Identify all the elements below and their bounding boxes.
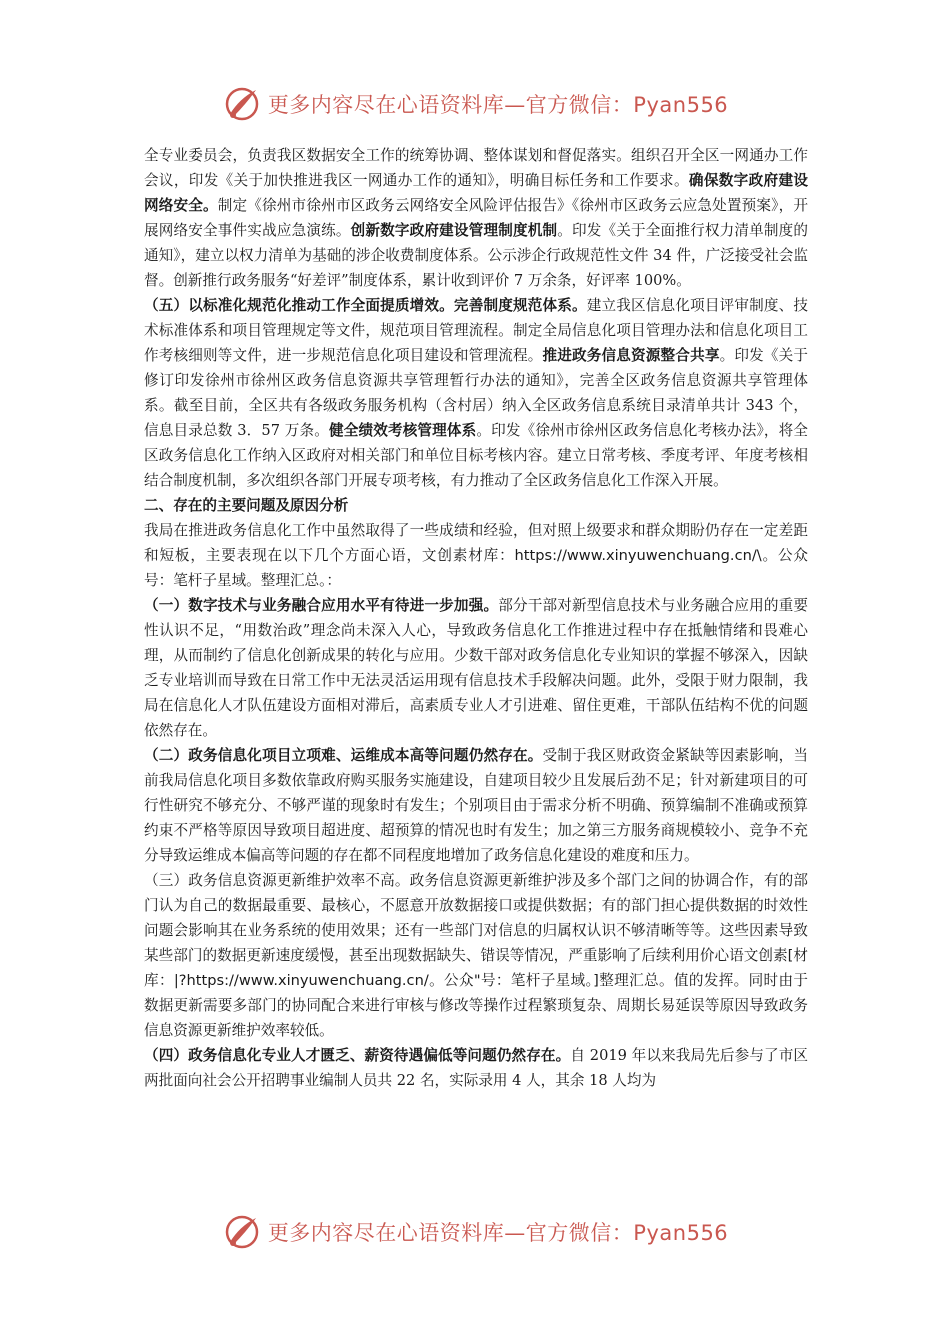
text-run: 自 2019 年以来我局先后参与了市区两批面向社会公开招聘事业编制人员共 22 名，实际录用 4 人，其余 18 人均为 bbox=[144, 1047, 808, 1089]
paragraph bbox=[144, 293, 808, 493]
section-heading: 二、存在的主要问题及原因分析 bbox=[144, 497, 349, 514]
bold-run: （四）政务信息化专业人才匮乏、薪资待遇偏低等问题仍然存在。 bbox=[144, 1047, 571, 1064]
bold-run: （二）政务信息化项目立项难、运维成本高等问题仍然存在。 bbox=[144, 747, 543, 764]
footer-banner bbox=[0, 1212, 950, 1252]
document-body bbox=[144, 143, 808, 1093]
banner-text: 更多内容尽在心语资料库—官方微信：Pyan556 bbox=[267, 1221, 729, 1245]
text-run: 。印发《徐州市徐州区政务信息化考核办法》，将全区政务信息化工作纳入区政府对相关部门和单位目标考核内容。建立日常考核、季度考评、年度考核相结合制度机制，多次组织各部门开展专项考核，有力推动了全区政务信息化工作深入开展。 bbox=[144, 422, 808, 489]
bold-run: 推进政务信息资源整合共享 bbox=[542, 347, 720, 364]
paragraph bbox=[144, 743, 808, 868]
brush-logo-icon bbox=[222, 84, 262, 124]
paragraph bbox=[144, 593, 808, 743]
text-run: 建立我区信息化项目评审制度、技术标准体系和项目管理规定等文件，规范项目管理流程。制定全局信息化项目管理办法和信息化项目工作考核细则等文件，进一步规范信息化项目建设和管理流程。 bbox=[144, 297, 808, 364]
brush-logo-icon bbox=[222, 1212, 262, 1252]
text-run: 制定《徐州市徐州市区政务云网络安全风险评估报告》《徐州市区政务云应急处置预案》，开展网络安全事件实战应急演练。 bbox=[144, 197, 808, 239]
paragraph: 我局在推进政务信息化工作中虽然取得了一些成绩和经验，但对照上级要求和群众期盼仍存在一定差距和短板，主要表现在以下几个方面心语，文创素材库：https://www.xinyuwenchuang.cn/\。公众号：笔杆子星域。整理汇总。： bbox=[144, 522, 808, 589]
bold-run: （五）以标准化规范化推动工作全面提质增效。完善制度规范体系。 bbox=[144, 297, 587, 314]
bold-run: （一）数字技术与业务融合应用水平有待进一步加强。 bbox=[144, 597, 499, 614]
banner-text: 更多内容尽在心语资料库—官方微信：Pyan556 bbox=[267, 93, 729, 117]
bold-run: 健全绩效考核管理体系 bbox=[328, 422, 477, 439]
text-run: 。印发《关于修订印发徐州市徐州区政务信息资源共享管理暂行办法的通知》，完善全区政务信息资源共享管理体系。截至目前，全区共有各级政务服务机构（含村居）纳入全区政务信息系统目录清单共计 343 个，信息目录总数 3．57 万条。 bbox=[144, 347, 808, 439]
text-run: 部分干部对新型信息技术与业务融合应用的重要性认识不足，“用数治政”理念尚未深入人心，导致政务信息化工作推进过程中存在抵触情绪和畏难心理，从而制约了信息化创新成果的转化与应用。少数干部对政务信息化专业知识的掌握不够深入，因缺乏专业培训而导致在日常工作中无法灵活运用现有信息技术手段解决问题。此外，受限于财力限制，我局在信息化人才队伍建设方面相对滞后，高素质专业人才引进难、留住更难，干部队伍结构不优的问题依然存在。 bbox=[144, 597, 808, 739]
paragraph bbox=[144, 1043, 808, 1093]
bold-run: 创新数字政府建设管理制度机制 bbox=[350, 222, 558, 239]
paragraph bbox=[144, 143, 808, 293]
text-run: 全专业委员会，负责我区数据安全工作的统筹协调、整体谋划和督促落实。组织召开全区一网通办工作会议，印发《关于加快推进我区一网通办工作的通知》，明确目标任务和工作要求。 bbox=[144, 147, 808, 189]
bold-run: 确保数字政府建设网络安全。 bbox=[144, 172, 808, 214]
header-banner bbox=[0, 84, 950, 124]
text-run: 受制于我区财政资金紧缺等因素影响，当前我局信息化项目多数依靠政府购买服务实施建设，自建项目较少且发展后劲不足；针对新建项目的可行性研究不够充分、不够严谨的现象时有发生；个别项目由于需求分析不明确、预算编制不准确或预算约束不严格等原因导致项目超进度、超预算的情况也时有发生；加之第三方服务商规模较小、竞争不充分导致运维成本偏高等问题的存在都不同程度地增加了政务信息化建设的难度和压力。 bbox=[144, 747, 808, 864]
paragraph: （三）政务信息资源更新维护效率不高。政务信息资源更新维护涉及多个部门之间的协调合作，有的部门认为自己的数据最重要、最核心，不愿意开放数据接口或提供数据；有的部门担心提供数据的时效性问题会影响其在业务系统的使用效果；还有一些部门对信息的归属权认识不够清晰等等。这些因素导致某些部门的数据更新速度缓慢，甚至出现数据缺失、错误等情况，严重影响了后续利用价心语文创素[材库：|?https://www.xinyuwenchuang.cn/。公众"号：笔杆子星域。]整理汇总。值的发挥。同时由于数据更新需要多部门的协同配合来进行审核与修改等操作过程繁琐复杂、周期长易延误等原因导致政务信息资源更新维护效率较低。 bbox=[144, 872, 808, 1039]
text-run: 。印发《关于全面推行权力清单制度的通知》，建立以权力清单为基础的涉企收费制度体系。公示涉企行政规范性文件 34 件，广泛接受社会监督。创新推行政务服务“好差评”制度体系，累计收到评价 7 万余条，好评率 100%。 bbox=[144, 222, 808, 289]
